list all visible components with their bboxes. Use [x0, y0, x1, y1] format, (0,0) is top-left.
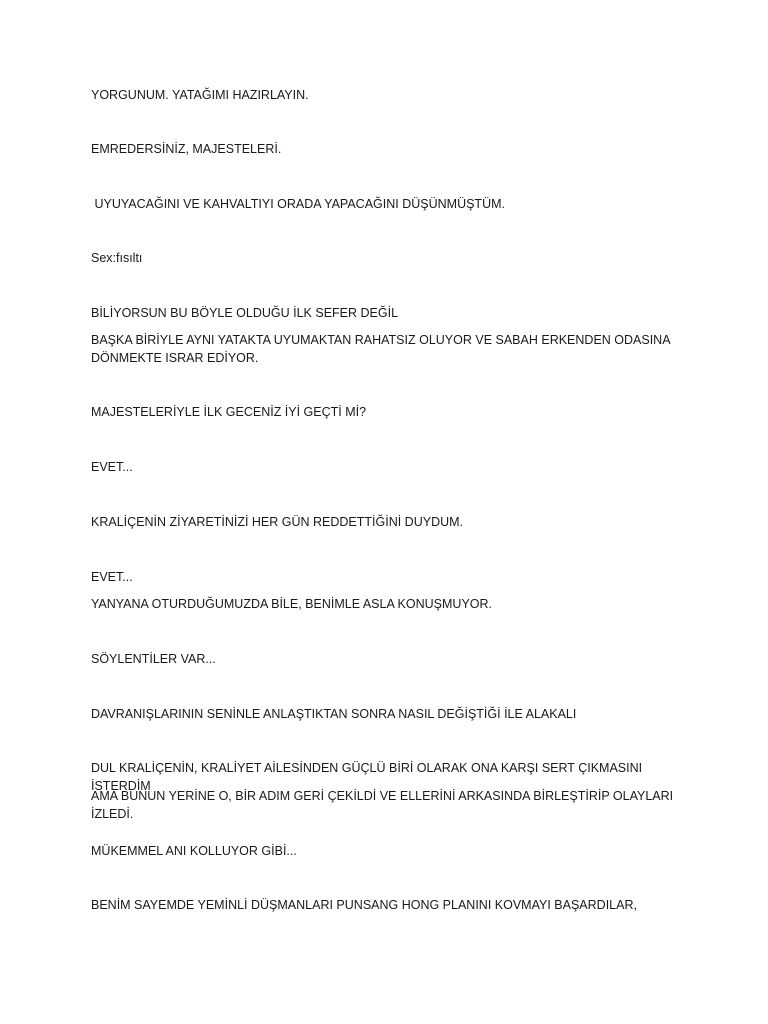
text-line-15: AMA BUNUN YERİNE O, BİR ADIM GERİ ÇEKİLDİ VE ELLERİNİ ARKASINDA BİRLEŞTİRİP OLAYLARI İZLEDİ. [91, 789, 677, 821]
text-line-13: DAVRANIŞLARININ SENİNLE ANLAŞTIKTAN SONRA NASIL DEĞİŞTİĞİ İLE ALAKALI [91, 707, 577, 721]
text-line-9: KRALİÇENİN ZİYARETİNİZİ HER GÜN REDDETTİĞİNİ DUYDUM. [91, 515, 464, 529]
text-line-2: EMREDERSİNİZ, MAJESTELERİ. [91, 142, 282, 156]
text-line-10: EVET... [91, 570, 133, 584]
text-line-17: BENİM SAYEMDE YEMİNLİ DÜŞMANLARI PUNSANG HONG PLANINI KOVMAYI BAŞARDILAR, [91, 898, 637, 912]
text-line-5: BİLİYORSUN BU BÖYLE OLDUĞU İLK SEFER DEĞİL [91, 306, 399, 320]
text-line-12: SÖYLENTİLER VAR... [91, 652, 216, 666]
text-line-6: BAŞKA BİRİYLE AYNI YATAKTA UYUMAKTAN RAHATSIZ OLUYOR VE SABAH ERKENDEN ODASINA DÖNMEKTE ISRAR EDİYOR. [91, 333, 674, 365]
text-line-3: UYUYACAĞINI VE KAHVALTIYI ORADA YAPACAĞINI DÜŞÜNMÜŞTÜM. [91, 197, 505, 211]
text-line-14: DUL KRALİÇENİN, KRALİYET AİLESİNDEN GÜÇLÜ BİRİ OLARAK ONA KARŞI SERT ÇIKMASINI İSTERDİM [91, 761, 646, 793]
text-line-4: Sex:fısıltı [91, 251, 143, 265]
text-line-8: EVET... [91, 460, 133, 474]
text-line-7: MAJESTELERİYLE İLK GECENİZ İYİ GEÇTİ Mİ? [91, 405, 367, 419]
text-line-11: YANYANA OTURDUĞUMUZDA BİLE, BENİMLE ASLA KONUŞMUYOR. [91, 597, 493, 611]
text-line-1: YORGUNUM. YATAĞIMI HAZIRLAYIN. [91, 88, 309, 102]
text-line-16: MÜKEMMEL ANI KOLLUYOR GİBİ... [91, 844, 297, 858]
